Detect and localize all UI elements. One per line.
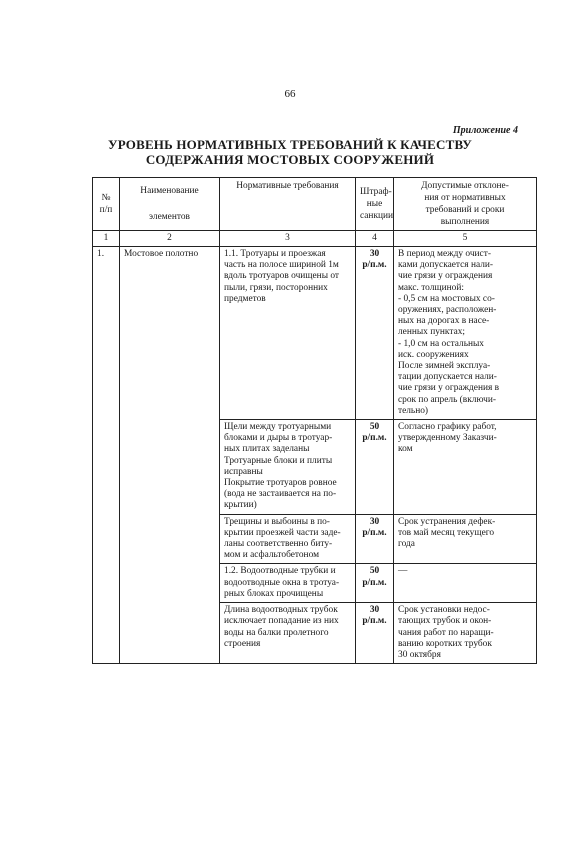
column-number: 3 (220, 231, 356, 247)
requirement-line: Длина водоотводных трубок (224, 605, 338, 616)
requirement-line: Тротуарные блоки и плиты (224, 455, 333, 466)
deviation-cell (394, 564, 537, 603)
deviation-line: макс. толщиной: (398, 282, 464, 293)
deviation-line: иск. сооружениях (398, 349, 469, 360)
header-penalty-line: ные (366, 199, 383, 209)
table-header-row (93, 178, 537, 231)
deviation-cell (394, 420, 537, 515)
requirement-line: часть на полосе шириной 1м (224, 260, 339, 271)
column-number: 2 (120, 231, 220, 247)
requirement-line: рных блоках прочищены (224, 588, 324, 599)
requirement-line: вдоль тротуаров очищены от (224, 271, 340, 282)
deviation-line: Срок устранения дефек- (398, 516, 496, 527)
penalty-value: 30 (369, 605, 380, 616)
penalty-value: 30 (369, 516, 380, 527)
requirement-line: 1.2. Водоотводные трубки и (224, 566, 336, 577)
header-requirements: Нормативные требования (220, 178, 356, 231)
header-penalty-line: Штраф- (360, 187, 392, 197)
penalty-unit: р/п.м. (362, 260, 387, 271)
requirement-line: (вода не застаивается на по- (224, 489, 337, 500)
title-line-2: СОДЕРЖАНИЯ МОСТОВЫХ СООРУЖЕНИЙ (145, 152, 435, 167)
penalty-value: 50 (369, 422, 380, 433)
deviation-line: оружениях, расположен- (398, 305, 497, 316)
penalty-unit: р/п.м. (362, 577, 387, 588)
element-name: Мостовое полотно (120, 247, 220, 664)
deviation-line: утвержденному Заказчи- (398, 433, 497, 444)
deviation-line: года (398, 539, 415, 550)
header-deviations-line: Допустимые отклоне- (421, 181, 509, 191)
requirement-line: исправны (224, 466, 263, 477)
penalty-cell (356, 420, 394, 515)
deviation-line: - 1,0 см на остальных (398, 338, 484, 349)
penalty-unit: р/п.м. (362, 527, 387, 538)
deviation-cell (394, 514, 537, 564)
deviation-line: тельно) (398, 405, 429, 416)
requirement-line: ланы соответственно биту- (224, 539, 333, 550)
deviation-line: срок по апрель (включи- (398, 394, 496, 405)
deviation-line: — (398, 566, 408, 577)
requirement-line: крытии проезжей части заде- (224, 527, 341, 538)
header-no-line: п/п (99, 205, 113, 215)
page-title (60, 137, 520, 167)
deviation-line: ками допускается нали- (398, 260, 494, 271)
requirement-line: предметов (224, 293, 266, 304)
requirement-line: пыли, грязи, посторонних (224, 282, 328, 293)
appendix-label: Приложение 4 (452, 125, 518, 136)
deviation-cell (394, 247, 537, 420)
requirement-line: Щели между тротуарными (224, 422, 332, 433)
requirement-line: Трещины и выбоины в по- (224, 516, 330, 527)
deviation-cell (394, 603, 537, 664)
penalty-unit: р/п.м. (362, 616, 387, 627)
requirement-line: блоками и дыры в тротуар- (224, 433, 333, 444)
header-no-line: № (101, 193, 111, 203)
penalty-value: 50 (369, 566, 380, 577)
table-body (93, 247, 537, 664)
column-number: 4 (356, 231, 394, 247)
requirement-line: ных плитах заделаны (224, 444, 310, 455)
requirement-line: воды на балки пролетного (224, 627, 329, 638)
requirement-line: мом и асфальтобетоном (224, 550, 320, 561)
header-no (93, 178, 120, 231)
column-number-row (93, 231, 537, 247)
deviation-line: чие грязи у ограждения в (398, 383, 500, 394)
deviation-line: После зимней эксплуа- (398, 361, 491, 372)
row-number: 1. (93, 247, 120, 664)
deviation-line: тов май месяц текущего (398, 527, 495, 538)
penalty-cell (356, 603, 394, 664)
header-element-name (120, 178, 220, 231)
requirements-table (92, 177, 537, 664)
deviation-line: - 0,5 см на мостовых со- (398, 293, 495, 304)
deviation-line: 30 октября (398, 649, 441, 660)
header-deviations-line: требований и сроки (425, 205, 505, 215)
deviation-line: чие грязи у ограждения (398, 271, 493, 282)
deviation-line: Согласно графику работ, (398, 422, 497, 433)
header-deviations-line: выполнения (440, 217, 490, 227)
requirement-line: крытии) (224, 500, 257, 511)
column-number: 1 (93, 231, 120, 247)
penalty-unit: р/п.м. (362, 433, 387, 444)
deviation-line: ванию коротких трубок (398, 638, 492, 649)
column-number: 5 (394, 231, 537, 247)
title-line-1: УРОВЕНЬ НОРМАТИВНЫХ ТРЕБОВАНИЙ К КАЧЕСТВУ (107, 137, 473, 152)
penalty-cell (356, 514, 394, 564)
table-row (93, 247, 537, 420)
header-name-line: элементов (149, 212, 190, 222)
requirement-cell (220, 420, 356, 515)
requirement-cell (220, 514, 356, 564)
requirement-cell (220, 247, 356, 420)
penalty-value: 30 (369, 249, 380, 259)
requirement-line: строения (224, 638, 261, 649)
penalty-cell (356, 564, 394, 603)
header-penalty-line: санкции (360, 211, 394, 221)
requirement-line: водоотводные окна в тротуа- (224, 577, 340, 588)
deviation-line: чания работ по наращи- (398, 627, 494, 638)
deviation-line: Срок установки недос- (398, 605, 490, 616)
deviation-line: ленных пунктах; (398, 327, 466, 338)
deviation-line: тающих трубок и окон- (398, 616, 492, 627)
header-penalty (356, 178, 394, 231)
requirement-line: Покрытие тротуаров ровное (224, 478, 337, 489)
deviation-line: В период между очист- (398, 249, 491, 259)
header-deviations-line: ния от нормативных (424, 193, 506, 203)
requirement-line: 1.1. Тротуары и проезжая (224, 249, 326, 259)
header-name-line: Наименование (140, 186, 199, 196)
page-number: 66 (284, 88, 296, 100)
deviation-line: ком (398, 444, 413, 455)
penalty-cell (356, 247, 394, 420)
requirement-cell (220, 564, 356, 603)
deviation-line: тации допускается нали- (398, 372, 497, 383)
deviation-line: ных на дорогах в насе- (398, 316, 490, 327)
requirement-line: исключает попадание из них (224, 616, 339, 627)
requirement-cell (220, 603, 356, 664)
header-deviations (394, 178, 537, 231)
